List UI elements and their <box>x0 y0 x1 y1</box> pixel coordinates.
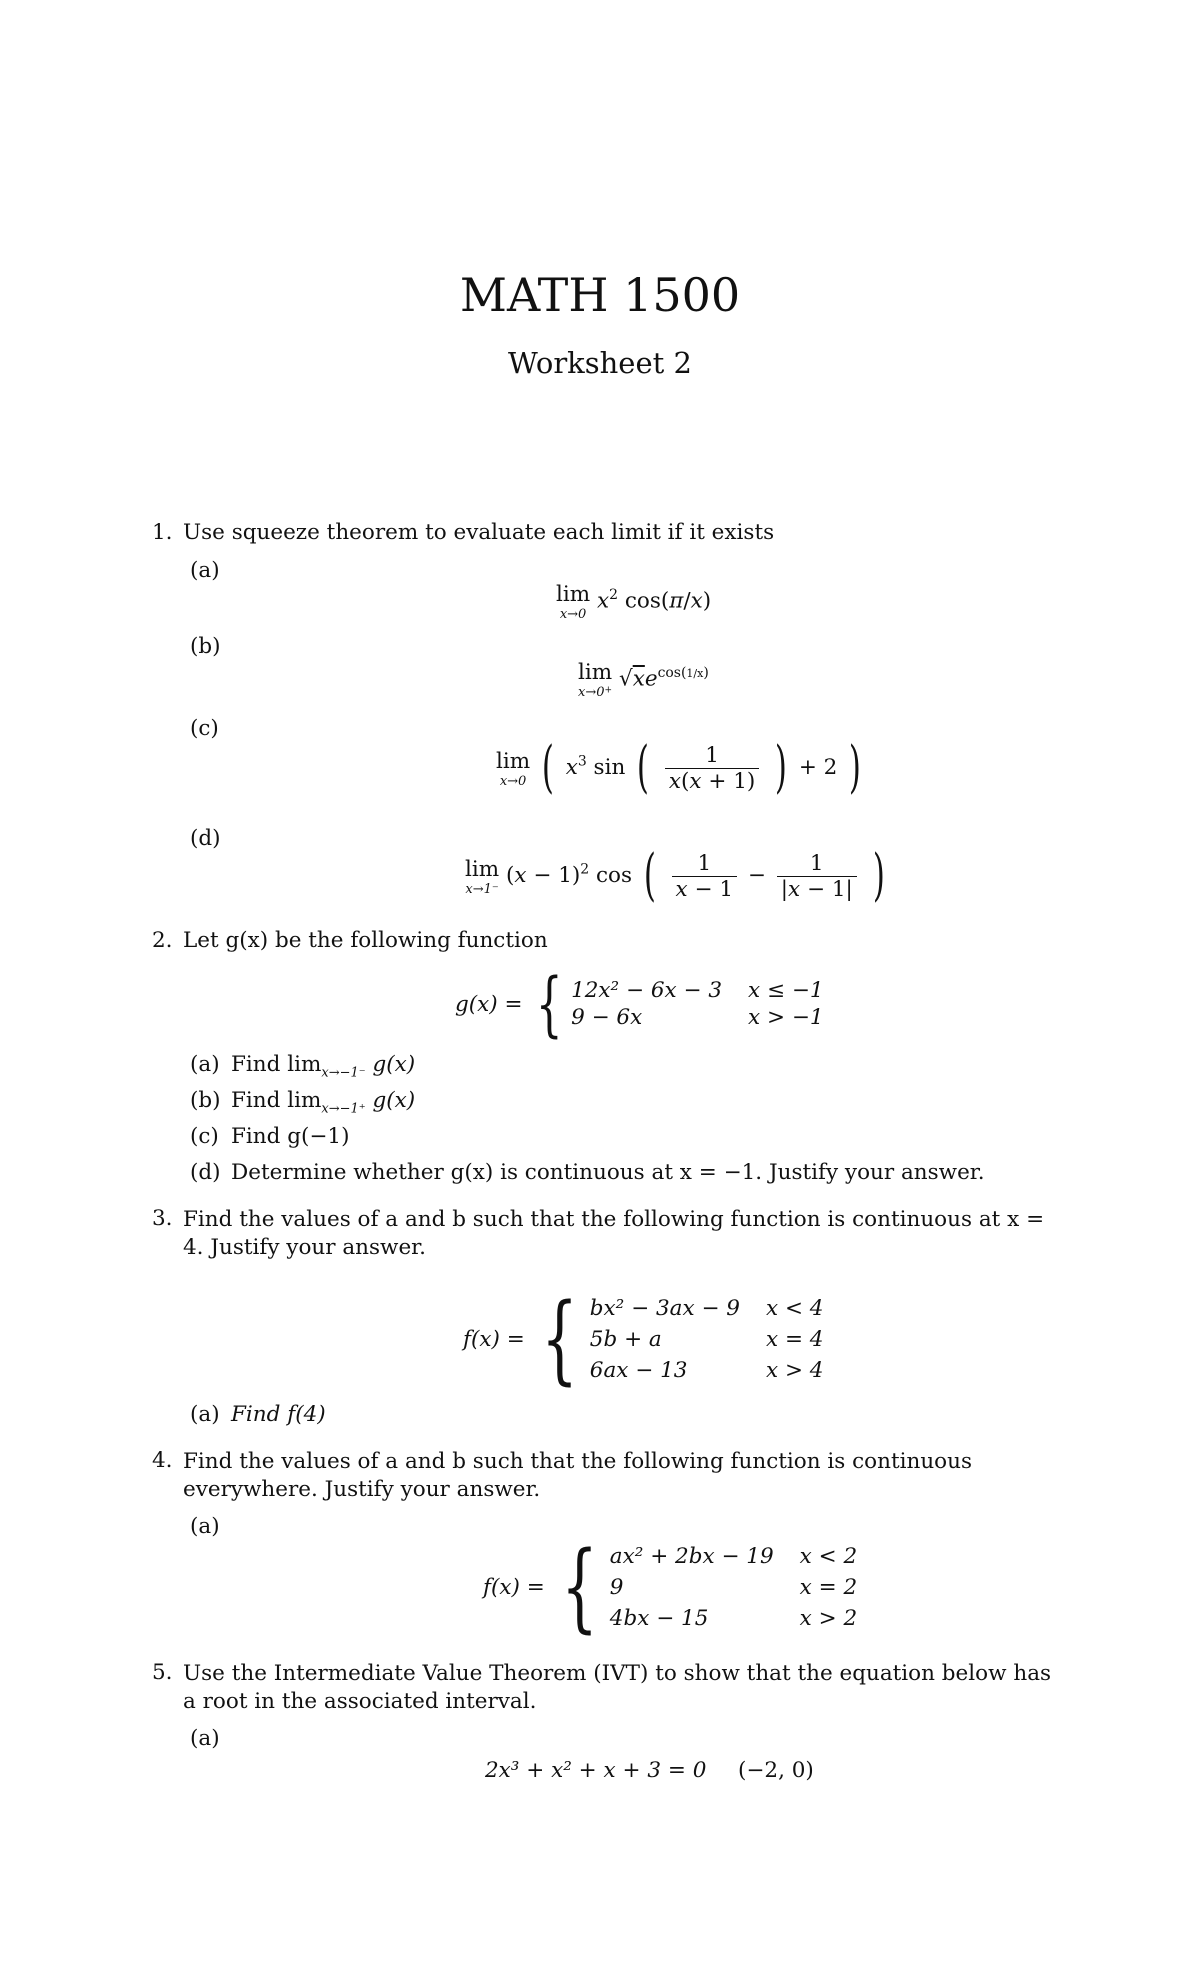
q1-text: Use squeeze theorem to evaluate each limit if it exists <box>183 520 775 545</box>
q2-lhs: g(x) = <box>455 991 523 1017</box>
q4-number: 4. <box>152 1448 173 1473</box>
q4-text: Find the values of a and b such that the following function is continuous everywhere. Justify your answer. <box>183 1449 973 1502</box>
q2-piece-2-cond: x > −1 <box>748 1005 824 1030</box>
q3-piece-2-expr: 5b + a <box>589 1326 662 1352</box>
q3-piece-1-expr: bx² − 3ax − 9 <box>589 1295 740 1321</box>
q5-interval: (−2, 0) <box>738 1758 814 1783</box>
q1a-label: (a) <box>190 558 220 583</box>
q2-text: Let g(x) be the following function <box>183 928 548 953</box>
q1c-label: (c) <box>190 716 219 741</box>
q5-text: Use the Intermediate Value Theorem (IVT) to show that the equation below has a root in the associated interval. <box>183 1661 1052 1714</box>
q4-piece-1-cond: x < 2 <box>799 1543 858 1569</box>
q3-lhs: f(x) = <box>463 1326 525 1352</box>
q4-piece-3-expr: 4bx − 15 <box>609 1605 709 1631</box>
q1d-limit: lim x→1⁻ $(x - 1)^2$ cos ( $\frac{1}{x - 1}$ − $\frac{1}{|x - 1|}$ ) <box>465 843 885 908</box>
q1b-limit: lim x→0+ $√xe^{cos(1/x)}$ <box>578 660 709 700</box>
q2-piece-2-expr: 9 − 6x <box>571 1005 643 1030</box>
page-title: MATH 1500 <box>459 268 741 322</box>
q3a-text: Find f(4) <box>231 1402 326 1427</box>
q1c-limit: lim x→0 ( $x^3$ sin ( $\frac{1}{x(x + 1)}$ ) + 2 ) <box>496 735 862 800</box>
q1d-label: (d) <box>190 826 221 851</box>
q1b-label: (b) <box>190 634 221 659</box>
q2a-text: Find $\lim_{x\to-1^-} g(x)$ <box>231 1052 416 1081</box>
q1a-limit: lim x→0 $x^2$ cos(π/x) <box>556 582 712 622</box>
q3a-label: (a) <box>190 1402 220 1427</box>
q4a-label: (a) <box>190 1514 220 1539</box>
q2c-label: (c) <box>190 1124 219 1149</box>
q4-piece-3-cond: x > 2 <box>799 1605 858 1631</box>
q5a-label: (a) <box>190 1726 220 1751</box>
q3-piece-1-cond: x < 4 <box>765 1295 824 1321</box>
q3-text: Find the values of a and b such that the following function is continuous at x = 4. Justify your answer. <box>183 1207 1045 1260</box>
q2-piece-1-expr: 12x² − 6x − 3 <box>571 978 723 1003</box>
q2-piece-1-cond: x ≤ −1 <box>748 978 824 1003</box>
q4-piece-2-cond: x = 2 <box>799 1574 858 1600</box>
q4-piece-2-expr: 9 <box>609 1574 624 1600</box>
q3-piece-3-cond: x > 4 <box>765 1357 824 1383</box>
q5-equation: 2x³ + x² + x + 3 = 0 <box>485 1758 707 1783</box>
q4-piece-1-expr: ax² + 2bx − 19 <box>609 1543 774 1569</box>
q2-number: 2. <box>152 928 173 953</box>
q2d-text: Determine whether g(x) is continuous at x = −1. Justify your answer. <box>231 1160 985 1185</box>
q2d-label: (d) <box>190 1160 221 1185</box>
q2b-label: (b) <box>190 1088 221 1113</box>
page-subtitle: Worksheet 2 <box>508 346 692 380</box>
q3-piece-2-cond: x = 4 <box>765 1326 824 1352</box>
q3-piece-3-expr: 6ax − 13 <box>589 1357 688 1383</box>
q3-piecewise: f(x) = { bx² − 3ax − 9 x < 4 5b + a x = 4 6ax − 13 x > 4 <box>463 1283 824 1395</box>
q5-number: 5. <box>152 1660 173 1685</box>
q2a-label: (a) <box>190 1052 220 1077</box>
q1-number: 1. <box>152 520 173 545</box>
q4-lhs: f(x) = <box>483 1574 545 1600</box>
q2-piecewise: g(x) = { 12x² − 6x − 3 x ≤ −1 9 − 6x x > −1 <box>455 963 824 1045</box>
q4-piecewise: f(x) = { ax² + 2bx − 19 x < 2 9 x = 2 4bx − 15 x > 2 <box>483 1531 858 1643</box>
q2c-text: Find g(−1) <box>231 1124 350 1149</box>
q3-number: 3. <box>152 1206 173 1231</box>
q2b-text: Find $\lim_{x\to-1^+} g(x)$ <box>231 1088 416 1117</box>
